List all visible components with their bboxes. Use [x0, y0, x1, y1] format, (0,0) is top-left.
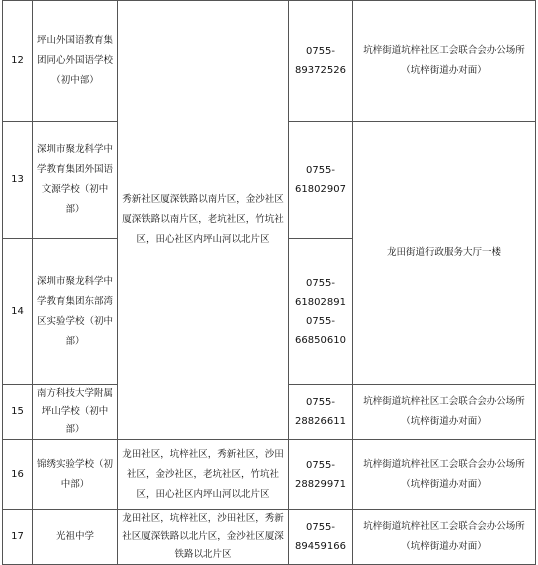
row-number: 15 — [3, 385, 33, 440]
service-office: 坑梓街道坑梓社区工会联合会办公场所（坑梓街道办对面） — [353, 385, 536, 440]
phone-line: 66850610 — [295, 334, 346, 346]
enrollment-area: 龙田社区，坑梓社区，秀新社区，沙田社区，金沙社区，老坑社区，竹坑社区，田心社区内坪山河以北片区 — [118, 440, 289, 510]
contact-phone — [289, 440, 353, 510]
table-row — [3, 440, 536, 510]
phone-line: 0755- — [305, 397, 336, 408]
phone-line: 0755- — [305, 46, 336, 57]
phone-line: 0755- — [305, 315, 336, 327]
phone-line: 89459166 — [295, 541, 346, 552]
school-zoning-table — [2, 0, 536, 565]
phone-line: 0755- — [305, 165, 336, 176]
contact-phone — [289, 510, 353, 565]
contact-phone — [289, 239, 353, 385]
service-office: 坑梓街道坑梓社区工会联合会办公场所（坑梓街道办对面） — [353, 1, 536, 122]
row-number: 16 — [3, 440, 33, 510]
phone-line: 0755- — [305, 277, 336, 289]
row-number: 13 — [3, 122, 33, 239]
phone-line: 28829971 — [295, 478, 346, 490]
row-number: 12 — [3, 1, 33, 122]
row-number: 14 — [3, 239, 33, 385]
phone-line: 28826611 — [295, 416, 346, 427]
service-office: 坑梓街道坑梓社区工会联合会办公场所（坑梓街道办对面） — [353, 510, 536, 565]
service-office: 坑梓街道坑梓社区工会联合会办公场所（坑梓街道办对面） — [353, 440, 536, 510]
enrollment-area-shared: 秀新社区厦深铁路以南片区，金沙社区厦深铁路以南片区，老坑社区，竹坑社区，田心社区内坪山河以北片区 — [118, 1, 289, 440]
contact-phone — [289, 122, 353, 239]
service-office-shared: 龙田街道行政服务大厅一楼 — [353, 122, 536, 385]
school-name: 坪山外国语教育集团同心外国语学校（初中部） — [33, 1, 118, 122]
table-row — [3, 510, 536, 565]
school-name: 南方科技大学附属坪山学校（初中部） — [33, 385, 118, 440]
row-number: 17 — [3, 510, 33, 565]
school-name: 光祖中学 — [33, 510, 118, 565]
phone-line: 61802891 — [295, 296, 346, 308]
table-row — [3, 1, 536, 122]
contact-phone — [289, 1, 353, 122]
school-name: 深圳市聚龙科学中学教育集团东部湾区实验学校（初中部） — [33, 239, 118, 385]
enrollment-area: 龙田社区，坑梓社区，沙田社区，秀新社区厦深铁路以北片区，金沙社区厦深铁路以北片区 — [118, 510, 289, 565]
school-name: 锦绣实验学校（初中部） — [33, 440, 118, 510]
phone-line: 89372526 — [295, 65, 346, 76]
phone-line: 61802907 — [295, 184, 346, 195]
phone-line: 0755- — [305, 522, 336, 533]
school-name: 深圳市聚龙科学中学教育集团外国语文源学校（初中部） — [33, 122, 118, 239]
contact-phone — [289, 385, 353, 440]
phone-line: 0755- — [305, 459, 336, 471]
